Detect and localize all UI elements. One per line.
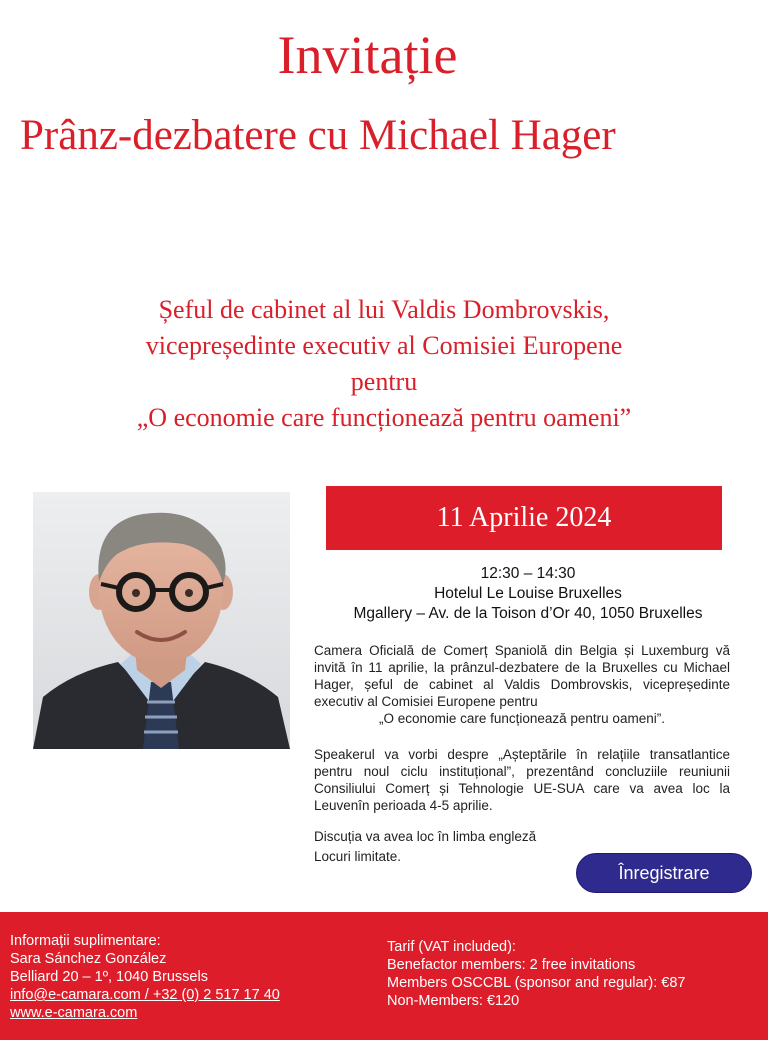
website-link[interactable]: www.e-camara.com — [10, 1005, 138, 1021]
footer-banner — [0, 912, 768, 1040]
pricing-info — [387, 938, 685, 1010]
event-address: Mgallery – Av. de la Toison d’Or 40, 1050 Bruxelles — [353, 605, 703, 622]
description-line: Șeful de cabinet al lui Valdis Dombrovskis, — [158, 295, 610, 324]
invitation-text: Camera Oficială de Comerț Spaniolă din Belgia și Luxemburg vă invită în 11 aprilie, la prânzul-dezbatere de la Bruxelles cu Michael Hager, șeful de cabinet al Valdis Dombrovskis, vicepreședinte executiv al Comisiei Europene pentru — [314, 643, 730, 709]
speaker-topic-paragraph: Speakerul va vorbi despre „Așteptările în relațiile transatlantice pentru noul ciclu instituțional”, prezentând concluziile reuniunii Consiliului Comerț și Tehnologie UE-SUA care va avea loc la Leuvenîn perioada 4-5 aprilie. — [314, 747, 730, 813]
event-subtitle: Prânz-dezbatere cu Michael Hager — [20, 112, 616, 159]
price-members: Members OSCCBL (sponsor and regular): €87 — [387, 975, 686, 991]
description-line: pentru — [350, 367, 418, 396]
price-non-members: Non-Members: €120 — [387, 993, 520, 1009]
pricing-heading: Tarif (VAT included): — [387, 939, 516, 955]
contact-info — [10, 932, 280, 1022]
language-text: Discuția va avea loc în limba engleză — [314, 829, 537, 844]
contact-heading: Informații suplimentare: — [10, 933, 161, 949]
speaker-description — [20, 292, 748, 436]
price-benefactor: Benefactor members: 2 free invitations — [387, 957, 636, 973]
description-line: „O economie care funcționează pentru oameni” — [136, 403, 632, 432]
speaker-portrait-image — [33, 492, 290, 749]
limited-seats-text: Locuri limitate. — [314, 849, 402, 864]
event-time: 12:30 – 14:30 — [480, 565, 576, 582]
register-button[interactable]: Înregistrare — [576, 853, 752, 893]
invitation-paragraph — [314, 642, 730, 727]
event-details — [296, 564, 760, 624]
description-line: vicepreședinte executiv al Comisiei Europene — [145, 331, 623, 360]
event-venue: Hotelul Le Louise Bruxelles — [434, 585, 622, 602]
speaker-photo — [33, 492, 290, 749]
contact-address: Belliard 20 – 1º, 1040 Brussels — [10, 969, 208, 985]
event-date-banner: 11 Aprilie 2024 — [326, 486, 722, 550]
contact-email-phone-link[interactable]: info@e-camara.com / +32 (0) 2 517 17 40 — [10, 987, 280, 1003]
invitation-title: Invitație — [277, 25, 458, 85]
invitation-text-end: „O economie care funcționează pentru oameni”. — [379, 711, 665, 726]
contact-name: Sara Sánchez González — [10, 951, 167, 967]
